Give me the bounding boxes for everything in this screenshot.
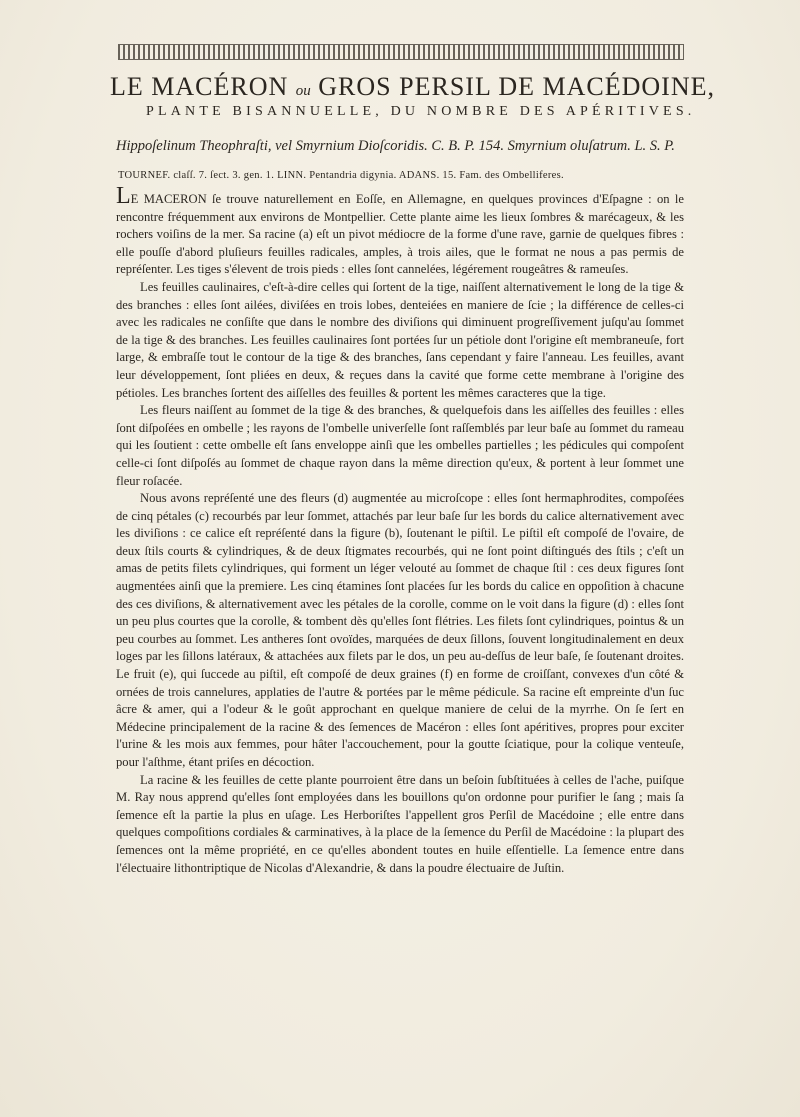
paragraph-1: [116, 183, 684, 279]
paragraph-text: E MACERON ſe trouve naturellement en Eoſſe, en Allemagne, en quelques provinces d'Eſpagne : on le rencontre fréquemment aux environs de Montpellier. Cette plante aime les lieux ſombres & marécageux, & les rochers voiſins de la mer. Sa racine (a) eſt un pivot médiocre de la forme d'une rave, garnie de quelques fibres : elle pouſſe d'abord pluſieurs feuilles radicales, amples, à trois ailes, que le format ne nous a pas permis de repréſenter. Les tiges s'élevent de trois pieds : elles ſont cannelées, légérement rougeâtres & rameuſes.: [116, 192, 684, 277]
paragraph-2: Les feuilles caulinaires, c'eſt-à-dire celles qui ſortent de la tige, naiſſent alternativement le long de la tige & des branches : elles ſont ailées, diviſées en trois lobes, denteiées en maniere de ſcie ; la différence de celles-ci avec les radicales ne conſiſte que dans le nombre des diviſions qui diminuent progreſſivement juſqu'au ſommet de la tige & des branches. Les feuilles caulinaires ſont portées ſur un pétiole dont l'origine eſt membraneuſe, fort large, & embraſſe tout le contour de la tige & des branches, ſans cependant y faire l'anneau. Les feuilles, avant leur développement, ſont pliées en deux, & reçues dans la cavité que forme cette membrane à l'origine des pétioles. Les branches ſortent des aiſſelles des feuilles & portent les mêmes caracteres que la tige.: [116, 279, 684, 400]
decorative-border-ornament: [118, 44, 684, 60]
title-connector: ou: [295, 83, 311, 99]
drop-cap: L: [116, 183, 131, 209]
paragraph-3: Les fleurs naiſſent au ſommet de la tige & des branches, & quelquefois dans les aiſſelles des feuilles : elles ſont diſpoſées en ombelle ; les rayons de l'ombelle univerſelle ſont raſſemblés par leur baſe au ſommet du rameau qui les ſoutient : cette ombelle eſt ſans enveloppe ainſi que les ombelles partielles ; les pédicules qui compoſent celle-ci ſont diſpoſés au ſommet de chaque rayon dans la même direction qu'eux, & portent à leur ſommet une fleur roſacée.: [116, 403, 684, 488]
paragraph-4: Nous avons repréſenté une des fleurs (d) augmentée au microſcope : elles ſont hermaphrodites, compoſées de cinq pétales (c) recourbés par leur ſommet, attachés par leur baſe ſur les bords du calice alternativement avec les diviſions : ce calice eſt repréſenté dans la figure (b), ſoutenant le piſtil. Le piſtil eſt compoſé de l'ovaire, de deux ſtils courts & cylindriques, & de deux ſtigmates recourbés, qui ne ſont point diſtingués des ſtils ; c'eſt un amas de petits filets cylindriques, qui forment un léger velouté au ſommet de chaque ſtil : ces deux figures ſont augmentées ainſi que la premiere. Les cinq étamines ſont placées ſur les bords du calice en oppoſition à chacune des ces diviſions, & alternativement avec les pétales de la corolle, comme on le voit dans la figure (d) : elles ſont un peu plus courtes que la corolle, & tombent dès qu'elles ſont flétries. Les filets ſont cylindriques, pointus & un peu courbes au ſommet. Les antheres ſont ovoïdes, marquées de deux ſillons, ſouvent longitudinalement en deux loges par les ſillons latéraux, & attachées aux filets par le dos, un peu au-deſſus de leur baſe, ſe ſoutenant droites. Le fruit (e), qui ſuccede au piſtil, eſt compoſé de deux graines (f) en forme de croiſſant, convexes d'un côté & ornées de trois cannelures, applaties de l'autre & portées par le même pédicule. Sa racine eſt empreinte d'un ſuc âcre & amer, qui a l'odeur & le goût approchant en quelque maniere de celui de la myrrhe. On ſe ſert en Médecine principalement de la racine & des ſemences de Macéron : elles ſont apéritives, propres pour exciter l'urine & les mois aux femmes, pour hâter l'accouchement, pour la goutte ſciatique, pour la colique venteuſe, pour l'aſthme, étant priſes en décoction.: [116, 491, 684, 769]
page-title: [110, 72, 715, 102]
title-main: LE MACÉRON: [110, 72, 289, 101]
title-rest: GROS PERSIL DE MACÉDOINE,: [318, 72, 715, 101]
plant-subtitle: PLANTE BISANNUELLE, DU NOMBRE DES APÉRITIVES.: [146, 104, 696, 119]
body-text: [116, 183, 684, 877]
classification-line: TOURNEF. claſſ. 7. ſect. 3. gen. 1. LINN. Pentandria digynia. ADANS. 15. Fam. des Ombelliferes.: [118, 170, 564, 181]
paragraph-5: La racine & les feuilles de cette plante pourroient être dans un beſoin ſubſtituées à celles de l'ache, puiſque M. Ray nous apprend qu'elles ſont employées dans les bouillons qu'on ordonne pour purifier le ſang ; mais ſa ſemence eſt la partie la plus en uſage. Les Herboriſtes l'appellent gros Perſil de Macédoine ; elle entre dans quelques compoſitions cordiales & carminatives, à la place de la ſemence du Perſil de Macédoine : la plupart des ſemences ont la même propriété, en ce qu'elles abondent toutes en huile eſſentielle. La ſemence entre dans l'électuaire lithontriptique de Nicolas d'Alexandrie, & dans la poudre électuaire de Juſtin.: [116, 772, 684, 875]
botanical-synonyms: Hippoſelinum Theophraſti, vel Smyrnium Dioſcoridis. C. B. P. 154. Smyrnium oluſatrum. L. S. P.: [116, 138, 675, 154]
